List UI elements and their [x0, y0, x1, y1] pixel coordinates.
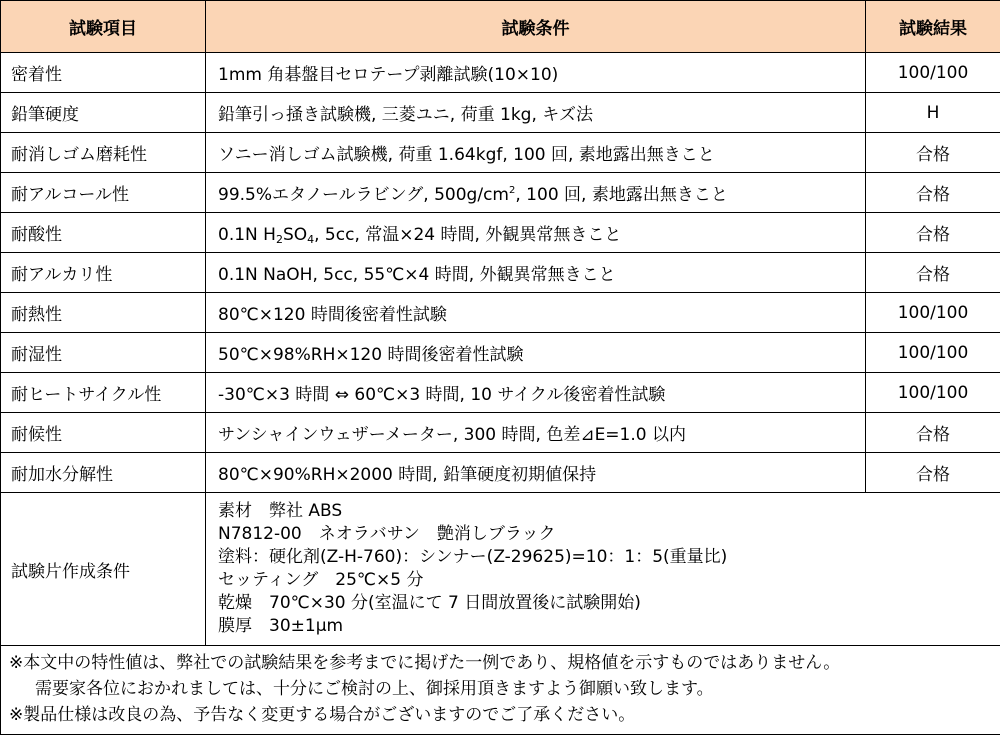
row-condition: 50℃×98%RH×120 時間後密着性試験	[206, 333, 866, 373]
header-item: 試験項目	[1, 1, 206, 53]
header-condition: 試験条件	[206, 1, 866, 53]
prep-line: 塗料：硬化剤(Z-H-760)：シンナー(Z-29625)=10：1：5(重量比)	[218, 546, 1000, 569]
table-row	[1, 213, 1000, 253]
row-result: 100/100	[866, 53, 1000, 93]
row-condition: 80℃×90%RH×2000 時間, 鉛筆硬度初期値保持	[206, 453, 866, 493]
note-line: ※本文中の特性値は、弊社での試験結果を参考までに掲げた一例であり、規格値を示すものではありません。	[9, 650, 1000, 676]
row-condition: サンシャインウェザーメーター, 300 時間, 色差⊿E=1.0 以内	[206, 413, 866, 453]
condition-subscript: 2	[276, 233, 283, 246]
prep-conditions	[206, 493, 1000, 646]
row-result: 合格	[866, 173, 1000, 213]
condition-superscript: 2	[509, 185, 515, 196]
notes	[1, 646, 1000, 735]
condition-text-mid: SO	[283, 225, 307, 245]
row-condition: 1mm 角碁盤目セロテープ剥離試験(10×10)	[206, 53, 866, 93]
row-result: H	[866, 93, 1000, 133]
row-item: 耐熱性	[1, 293, 206, 333]
condition-text-b: , 100 回, 素地露出無きこと	[515, 185, 727, 205]
prep-item: 試験片作成条件	[1, 493, 206, 646]
row-condition	[206, 173, 866, 213]
table-row	[1, 133, 1000, 173]
row-result: 100/100	[866, 333, 1000, 373]
condition-text-a: 99.5%エタノールラビング, 500g/cm	[218, 185, 509, 205]
notes-row	[1, 646, 1000, 735]
row-item: 密着性	[1, 53, 206, 93]
prep-line: 素材 弊社 ABS	[218, 500, 1000, 523]
table-row	[1, 173, 1000, 213]
header-result: 試験結果	[866, 1, 1000, 53]
row-item: 耐消しゴム磨耗性	[1, 133, 206, 173]
note-line: ※製品仕様は改良の為、予告なく変更する場合がございますのでご了承ください。	[9, 702, 1000, 728]
row-result: 100/100	[866, 293, 1000, 333]
condition-text-b: , 5cc, 常温×24 時間, 外観異常無きこと	[314, 225, 621, 245]
row-condition: 鉛筆引っ掻き試験機, 三菱ユニ, 荷重 1kg, キズ法	[206, 93, 866, 133]
table-row	[1, 293, 1000, 333]
row-item: 耐ヒートサイクル性	[1, 373, 206, 413]
note-line: 需要家各位におかれましては、十分にご検討の上、御採用頂きますよう御願い致します。	[9, 676, 1000, 702]
prep-line: 膜厚 30±1μm	[218, 615, 1000, 638]
condition-subscript: 4	[307, 233, 314, 246]
row-condition: ソニー消しゴム試験機, 荷重 1.64kgf, 100 回, 素地露出無きこと	[206, 133, 866, 173]
table-row	[1, 373, 1000, 413]
prep-line: 乾燥 70℃×30 分(室温にて 7 日間放置後に試験開始)	[218, 592, 1000, 615]
row-condition: 0.1N NaOH, 5cc, 55℃×4 時間, 外観異常無きこと	[206, 253, 866, 293]
prep-line: セッティング 25℃×5 分	[218, 569, 1000, 592]
row-item: 耐加水分解性	[1, 453, 206, 493]
row-result: 合格	[866, 453, 1000, 493]
row-condition: 80℃×120 時間後密着性試験	[206, 293, 866, 333]
table-row	[1, 93, 1000, 133]
header-row	[1, 1, 1000, 53]
row-item: 耐酸性	[1, 213, 206, 253]
condition-text-a: 0.1N H	[218, 225, 276, 245]
table-row	[1, 453, 1000, 493]
prep-row	[1, 493, 1000, 646]
row-item: 耐候性	[1, 413, 206, 453]
row-result: 合格	[866, 213, 1000, 253]
row-item: 耐アルコール性	[1, 173, 206, 213]
table-row	[1, 253, 1000, 293]
row-item: 鉛筆硬度	[1, 93, 206, 133]
row-condition: -30℃×3 時間 ⇔ 60℃×3 時間, 10 サイクル後密着性試験	[206, 373, 866, 413]
row-result: 合格	[866, 133, 1000, 173]
row-condition	[206, 213, 866, 253]
prep-line: N7812-00 ネオラバサン 艶消しブラック	[218, 523, 1000, 546]
row-result: 合格	[866, 253, 1000, 293]
row-item: 耐湿性	[1, 333, 206, 373]
table-row	[1, 53, 1000, 93]
row-item: 耐アルカリ性	[1, 253, 206, 293]
table-row	[1, 333, 1000, 373]
row-result: 100/100	[866, 373, 1000, 413]
table-row	[1, 413, 1000, 453]
row-result: 合格	[866, 413, 1000, 453]
